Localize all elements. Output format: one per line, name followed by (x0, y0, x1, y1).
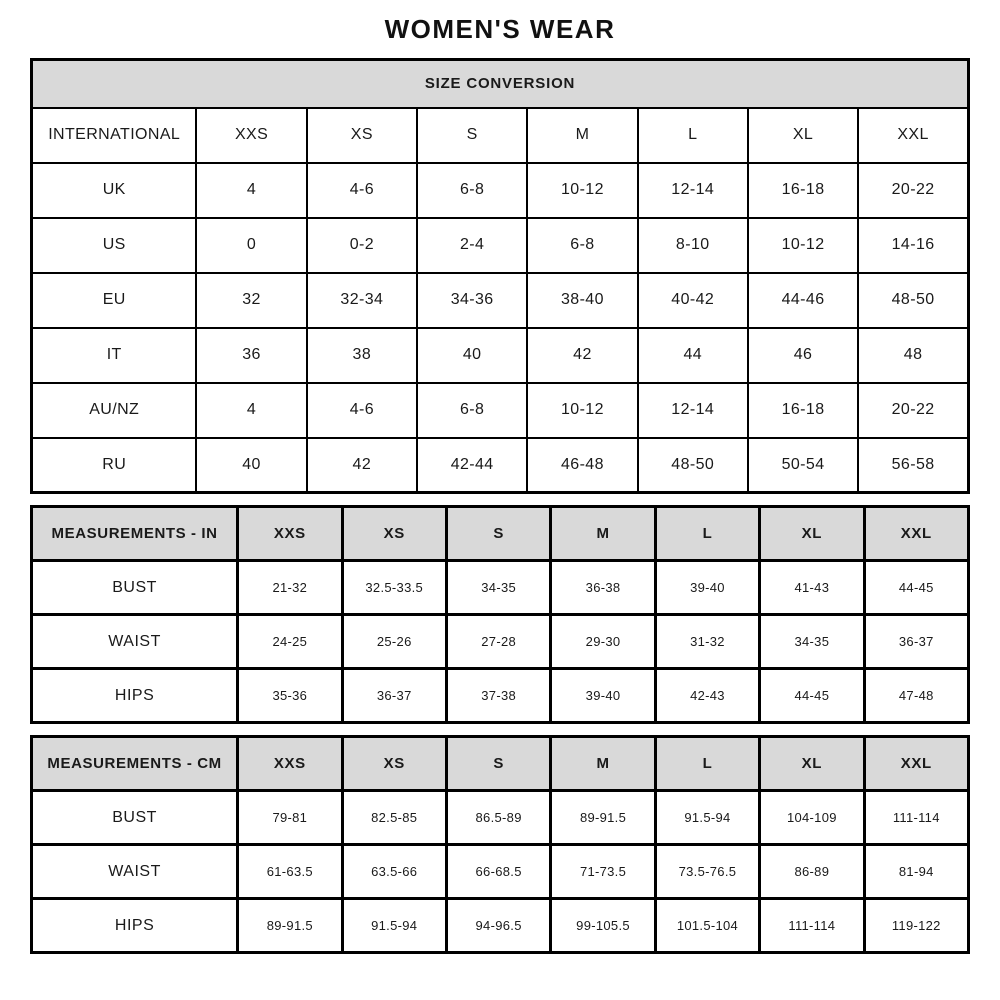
table-row-aunz (32, 383, 969, 438)
col-header-xl: XL (760, 737, 864, 791)
cell-value: 4-6 (307, 163, 417, 218)
table-row-waist-in (32, 615, 969, 669)
measurements-in-table (30, 505, 970, 724)
table-row-hips-cm (32, 899, 969, 953)
cell-value: 79-81 (238, 791, 342, 845)
cell-value: 20-22 (858, 383, 968, 438)
cell-value: 10-12 (527, 383, 637, 438)
table-row-it (32, 328, 969, 383)
col-header-xs: XS (342, 507, 446, 561)
cell-value: 46-48 (527, 438, 637, 493)
cell-value: 42-43 (655, 669, 759, 723)
col-header-s: S (446, 507, 550, 561)
cell-value: 4 (196, 383, 306, 438)
size-conversion-table (30, 58, 970, 494)
cell-value: 44-45 (864, 561, 968, 615)
cell-value: 36-37 (864, 615, 968, 669)
cell-value: 119-122 (864, 899, 968, 953)
cell-value: 4 (196, 163, 306, 218)
cell-value: 27-28 (446, 615, 550, 669)
cell-value: 32.5-33.5 (342, 561, 446, 615)
cell-value: 48-50 (858, 273, 968, 328)
cell-value: 10-12 (748, 218, 858, 273)
row-label-bust: BUST (32, 791, 238, 845)
table-row-us (32, 218, 969, 273)
cell-value: 94-96.5 (446, 899, 550, 953)
col-header-m: M (527, 108, 637, 163)
table-row-waist-cm (32, 845, 969, 899)
cell-value: 16-18 (748, 383, 858, 438)
cell-value: 48 (858, 328, 968, 383)
row-label-waist: WAIST (32, 845, 238, 899)
table-row-bust-in (32, 561, 969, 615)
cell-value: 42 (307, 438, 417, 493)
cell-value: 25-26 (342, 615, 446, 669)
col-header-xxs: XXS (196, 108, 306, 163)
cell-value: 40 (196, 438, 306, 493)
row-label-bust: BUST (32, 561, 238, 615)
row-label-ru: RU (32, 438, 197, 493)
col-header-xs: XS (342, 737, 446, 791)
col-header-s: S (446, 737, 550, 791)
table-row-eu (32, 273, 969, 328)
cell-value: 36-37 (342, 669, 446, 723)
cell-value: 4-6 (307, 383, 417, 438)
cell-value: 86-89 (760, 845, 864, 899)
row-label-hips: HIPS (32, 669, 238, 723)
size-conversion-banner-row (32, 60, 969, 108)
cell-value: 34-36 (417, 273, 527, 328)
cell-value: 36 (196, 328, 306, 383)
col-header-xxl: XXL (864, 737, 968, 791)
cell-value: 44 (638, 328, 748, 383)
measurements-cm-header-row (32, 737, 969, 791)
col-header-m: M (551, 507, 655, 561)
cell-value: 61-63.5 (238, 845, 342, 899)
size-conversion-header-row (32, 108, 969, 163)
cell-value: 12-14 (638, 383, 748, 438)
cell-value: 73.5-76.5 (655, 845, 759, 899)
col-header-xs: XS (307, 108, 417, 163)
row-label-us: US (32, 218, 197, 273)
row-label-waist: WAIST (32, 615, 238, 669)
cell-value: 71-73.5 (551, 845, 655, 899)
cell-value: 12-14 (638, 163, 748, 218)
col-header-xl: XL (748, 108, 858, 163)
cell-value: 86.5-89 (446, 791, 550, 845)
cell-value: 35-36 (238, 669, 342, 723)
cell-value: 16-18 (748, 163, 858, 218)
col-header-m: M (551, 737, 655, 791)
measurements-cm-title: MEASUREMENTS - CM (32, 737, 238, 791)
cell-value: 41-43 (760, 561, 864, 615)
measurements-in-header-row (32, 507, 969, 561)
cell-value: 81-94 (864, 845, 968, 899)
cell-value: 2-4 (417, 218, 527, 273)
cell-value: 104-109 (760, 791, 864, 845)
measurements-cm-table (30, 735, 970, 954)
cell-value: 44-45 (760, 669, 864, 723)
cell-value: 91.5-94 (655, 791, 759, 845)
cell-value: 50-54 (748, 438, 858, 493)
col-header-xxs: XXS (238, 507, 342, 561)
row-label-it: IT (32, 328, 197, 383)
cell-value: 40-42 (638, 273, 748, 328)
cell-value: 46 (748, 328, 858, 383)
cell-value: 10-12 (527, 163, 637, 218)
cell-value: 38-40 (527, 273, 637, 328)
table-row-ru (32, 438, 969, 493)
measurements-in-title: MEASUREMENTS - IN (32, 507, 238, 561)
col-header-xxl: XXL (858, 108, 968, 163)
cell-value: 32 (196, 273, 306, 328)
cell-value: 20-22 (858, 163, 968, 218)
row-label-uk: UK (32, 163, 197, 218)
cell-value: 48-50 (638, 438, 748, 493)
col-header-l: L (638, 108, 748, 163)
cell-value: 111-114 (864, 791, 968, 845)
table-row-uk (32, 163, 969, 218)
col-header-s: S (417, 108, 527, 163)
cell-value: 39-40 (551, 669, 655, 723)
cell-value: 66-68.5 (446, 845, 550, 899)
cell-value: 31-32 (655, 615, 759, 669)
cell-value: 0-2 (307, 218, 417, 273)
cell-value: 91.5-94 (342, 899, 446, 953)
cell-value: 42-44 (417, 438, 527, 493)
row-label-aunz: AU/NZ (32, 383, 197, 438)
cell-value: 42 (527, 328, 637, 383)
cell-value: 24-25 (238, 615, 342, 669)
cell-value: 63.5-66 (342, 845, 446, 899)
cell-value: 56-58 (858, 438, 968, 493)
cell-value: 47-48 (864, 669, 968, 723)
cell-value: 34-35 (446, 561, 550, 615)
table-row-hips-in (32, 669, 969, 723)
row-label-eu: EU (32, 273, 197, 328)
cell-value: 14-16 (858, 218, 968, 273)
cell-value: 82.5-85 (342, 791, 446, 845)
cell-value: 111-114 (760, 899, 864, 953)
col-header-xxl: XXL (864, 507, 968, 561)
table-row-bust-cm (32, 791, 969, 845)
cell-value: 6-8 (527, 218, 637, 273)
cell-value: 39-40 (655, 561, 759, 615)
page-title: WOMEN'S WEAR (384, 14, 616, 44)
cell-value: 101.5-104 (655, 899, 759, 953)
col-header-international: INTERNATIONAL (32, 108, 197, 163)
cell-value: 32-34 (307, 273, 417, 328)
size-conversion-banner: SIZE CONVERSION (32, 60, 969, 108)
cell-value: 36-38 (551, 561, 655, 615)
cell-value: 89-91.5 (551, 791, 655, 845)
cell-value: 89-91.5 (238, 899, 342, 953)
cell-value: 8-10 (638, 218, 748, 273)
cell-value: 38 (307, 328, 417, 383)
cell-value: 6-8 (417, 383, 527, 438)
cell-value: 99-105.5 (551, 899, 655, 953)
col-header-l: L (655, 507, 759, 561)
cell-value: 21-32 (238, 561, 342, 615)
col-header-l: L (655, 737, 759, 791)
cell-value: 29-30 (551, 615, 655, 669)
col-header-xl: XL (760, 507, 864, 561)
col-header-xxs: XXS (238, 737, 342, 791)
cell-value: 40 (417, 328, 527, 383)
cell-value: 44-46 (748, 273, 858, 328)
cell-value: 34-35 (760, 615, 864, 669)
cell-value: 37-38 (446, 669, 550, 723)
cell-value: 6-8 (417, 163, 527, 218)
row-label-hips: HIPS (32, 899, 238, 953)
cell-value: 0 (196, 218, 306, 273)
